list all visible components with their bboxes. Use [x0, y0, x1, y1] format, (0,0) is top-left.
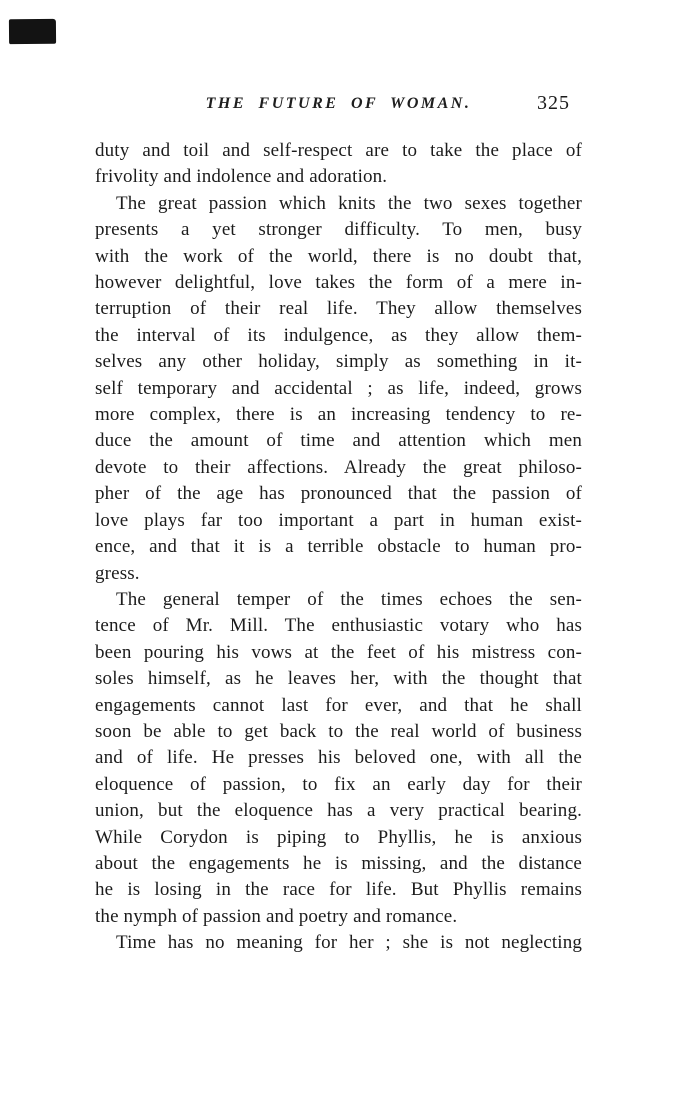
text-line: soon be able to get back to the real world of business	[95, 720, 582, 742]
text-line: about the engagements he is missing, and the distance	[95, 852, 582, 874]
text-line: however delightful, love takes the form of a mere in-	[95, 272, 582, 294]
text-line: and of life. He presses his beloved one, with all the	[95, 747, 582, 769]
text-line: duce the amount of time and attention which men	[95, 430, 582, 452]
page-title: THE FUTURE OF WOMAN.	[205, 95, 472, 112]
scan-artifact-blot	[9, 19, 56, 44]
text-line: union, but the eloquence has a very practical bearing.	[95, 800, 582, 822]
text-line: tence of Mr. Mill. The enthusiastic votary who has	[95, 615, 582, 637]
text-line: engagements cannot last for ever, and that he shall	[95, 694, 582, 716]
text-block	[95, 138, 582, 957]
running-header	[95, 92, 582, 119]
text-line: While Corydon is piping to Phyllis, he is anxious	[95, 826, 582, 848]
text-line: frivolity and indolence and adoration.	[95, 166, 388, 188]
text-line: soles himself, as he leaves her, with the thought that	[95, 668, 582, 690]
text-line: presents a yet stronger difficulty. To men, busy	[95, 219, 582, 241]
text-line: been pouring his vows at the feet of his mistress con-	[95, 641, 582, 663]
text-line: ence, and that it is a terrible obstacle to human pro-	[95, 536, 582, 558]
text-line: he is losing in the race for life. But Phyllis remains	[95, 879, 582, 901]
text-line: duty and toil and self-respect are to take the place of	[95, 140, 582, 161]
text-line: pher of the age has pronounced that the passion of	[95, 483, 582, 505]
text-line: the interval of its indulgence, as they allow them-	[95, 324, 582, 346]
text-line: love plays far too important a part in human exist-	[95, 509, 582, 531]
text-line: Time has no meaning for her ; she is not neglecting	[116, 932, 582, 954]
text-line: eloquence of passion, to fix an early day for their	[95, 773, 582, 795]
text-line: gress.	[95, 562, 140, 584]
text-line: with the work of the world, there is no doubt that,	[95, 245, 582, 267]
page-number: 325	[537, 92, 570, 114]
text-line: self temporary and accidental ; as life, indeed, grows	[95, 377, 582, 399]
text-line: selves any other holiday, simply as something in it-	[95, 351, 582, 373]
text-line: The great passion which knits the two sexes together	[116, 192, 582, 214]
text-line: the nymph of passion and poetry and romance.	[95, 905, 458, 927]
text-line: more complex, there is an increasing tendency to re-	[95, 404, 582, 426]
text-line: terruption of their real life. They allow themselves	[95, 298, 582, 320]
text-line: devote to their affections. Already the great philoso-	[95, 456, 582, 478]
text-line: The general temper of the times echoes the sen-	[116, 588, 582, 610]
